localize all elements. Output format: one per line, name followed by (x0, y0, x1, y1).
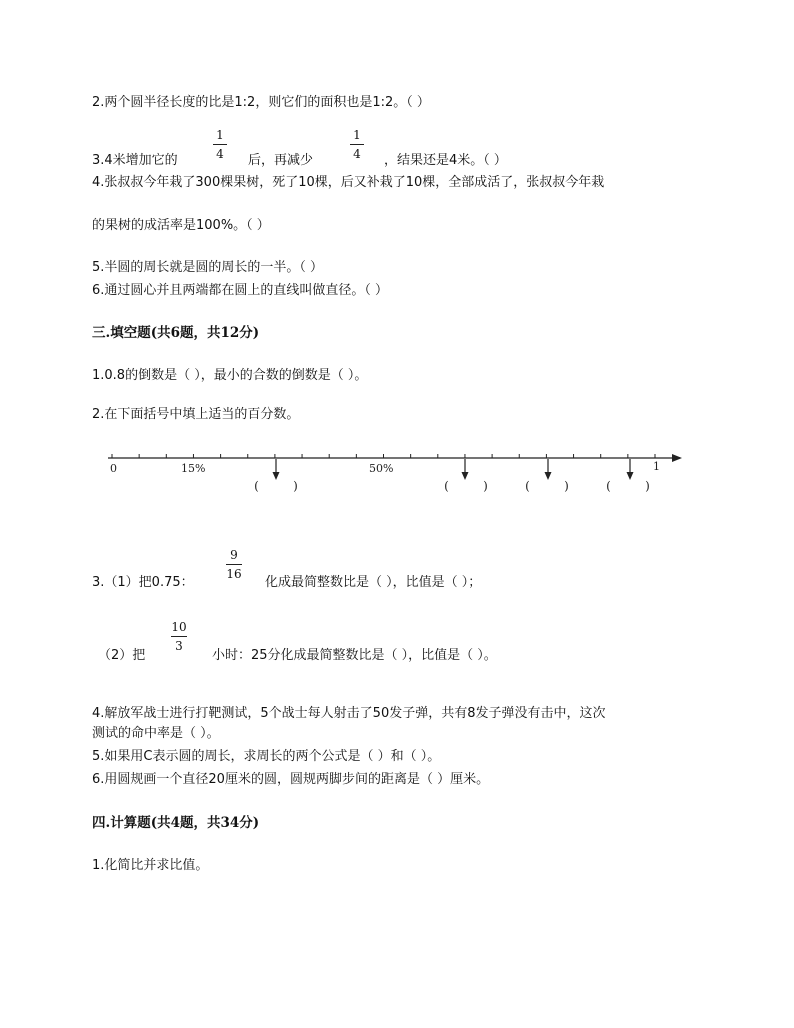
fill-q6: 6.用圆规画一个直径20厘米的圆，圆规两脚步间的距离是（ ）厘米。 (92, 772, 490, 787)
fraction-bar (213, 144, 227, 145)
judge-q6: 6.通过圆心并且两端都在圆上的直线叫做直径。（ ） (92, 283, 389, 298)
fill-section-heading: 三.填空题(共6题，共12分) (92, 325, 260, 341)
fill-q4-line1: 4.解放军战士进行打靶测试，5个战士每人射击了50发子弹，共有8发子弹没有击中，这次 (92, 706, 606, 721)
fill-q3-part2-fraction (171, 620, 187, 653)
fill-q3-part2-prefix: （2）把 (98, 648, 146, 663)
fill-q1: 1.0.8的倒数是（ ），最小的合数的倒数是（ ）。 (92, 368, 368, 383)
tick-label-15-percent: 15% (181, 462, 206, 475)
fraction-numerator: 1 (216, 128, 224, 142)
fill-q3-part1-suffix: 化成最简整数比是（ ），比值是（ ）； (265, 575, 482, 590)
fraction-numerator: 1 (353, 128, 361, 142)
number-line (0, 446, 794, 516)
down-arrow-icon (545, 459, 552, 480)
fraction-bar (350, 144, 364, 145)
fill-q4-line2: 测试的命中率是（ ）。 (92, 726, 220, 741)
arrow-right-icon (672, 454, 682, 462)
judge-q2: 2.两个圆半径长度的比是1:2，则它们的面积也是1:2。（ ） (92, 95, 430, 110)
down-arrow-icon (462, 459, 469, 480)
answer-blank-3[interactable]: ( ) (525, 479, 569, 493)
answer-blank-2[interactable]: ( ) (444, 479, 488, 493)
tick-label-1: 1 (653, 460, 660, 473)
fraction-bar (226, 564, 242, 565)
judge-q4-line1: 4.张叔叔今年栽了300棵果树，死了10棵，后又补栽了10棵，全部成活了，张叔叔今年栽 (92, 175, 605, 190)
answer-blank-4[interactable]: ( ) (606, 479, 650, 493)
fraction-denominator: 4 (216, 147, 224, 161)
tick-label-0: 0 (110, 462, 117, 475)
fill-q5: 5.如果用C表示圆的周长，求周长的两个公式是（ ）和（ ）。 (92, 749, 441, 764)
judge-q4-line2: 的果树的成活率是100%。（ ） (92, 218, 270, 233)
judge-q3-fraction-1 (213, 128, 227, 161)
answer-blank-1[interactable]: ( ) (254, 479, 298, 493)
down-arrow-icon (273, 459, 280, 480)
fill-q3-part2-suffix: 小时：25分化成最简整数比是（ ），比值是（ ）。 (212, 648, 497, 663)
number-line-ticks (112, 454, 655, 458)
fraction-denominator: 16 (226, 567, 242, 581)
fill-q3-part1-fraction (226, 548, 242, 581)
judge-q3-prefix: 3.4米增加它的 (92, 153, 178, 168)
judge-q5: 5.半圆的周长就是圆的周长的一半。（ ） (92, 260, 324, 275)
fraction-denominator: 3 (175, 639, 183, 653)
fraction-numerator: 9 (230, 548, 238, 562)
fraction-numerator: 10 (171, 620, 187, 634)
judge-q3-fraction-2 (350, 128, 364, 161)
judge-q3-middle: 后，再减少 (248, 153, 314, 168)
tick-label-50-percent: 50% (369, 462, 394, 475)
calc-section-heading: 四.计算题(共4题，共34分) (92, 815, 260, 831)
down-arrow-icon (627, 459, 634, 480)
fraction-denominator: 4 (353, 147, 361, 161)
fill-q3-part1-prefix: 3.（1）把0.75： (92, 575, 194, 590)
fraction-bar (171, 636, 187, 637)
calc-q1: 1.化简比并求比值。 (92, 858, 209, 873)
fill-q2: 2.在下面括号中填上适当的百分数。 (92, 407, 300, 422)
judge-q3-suffix: ，结果还是4米。（ ） (384, 153, 507, 168)
